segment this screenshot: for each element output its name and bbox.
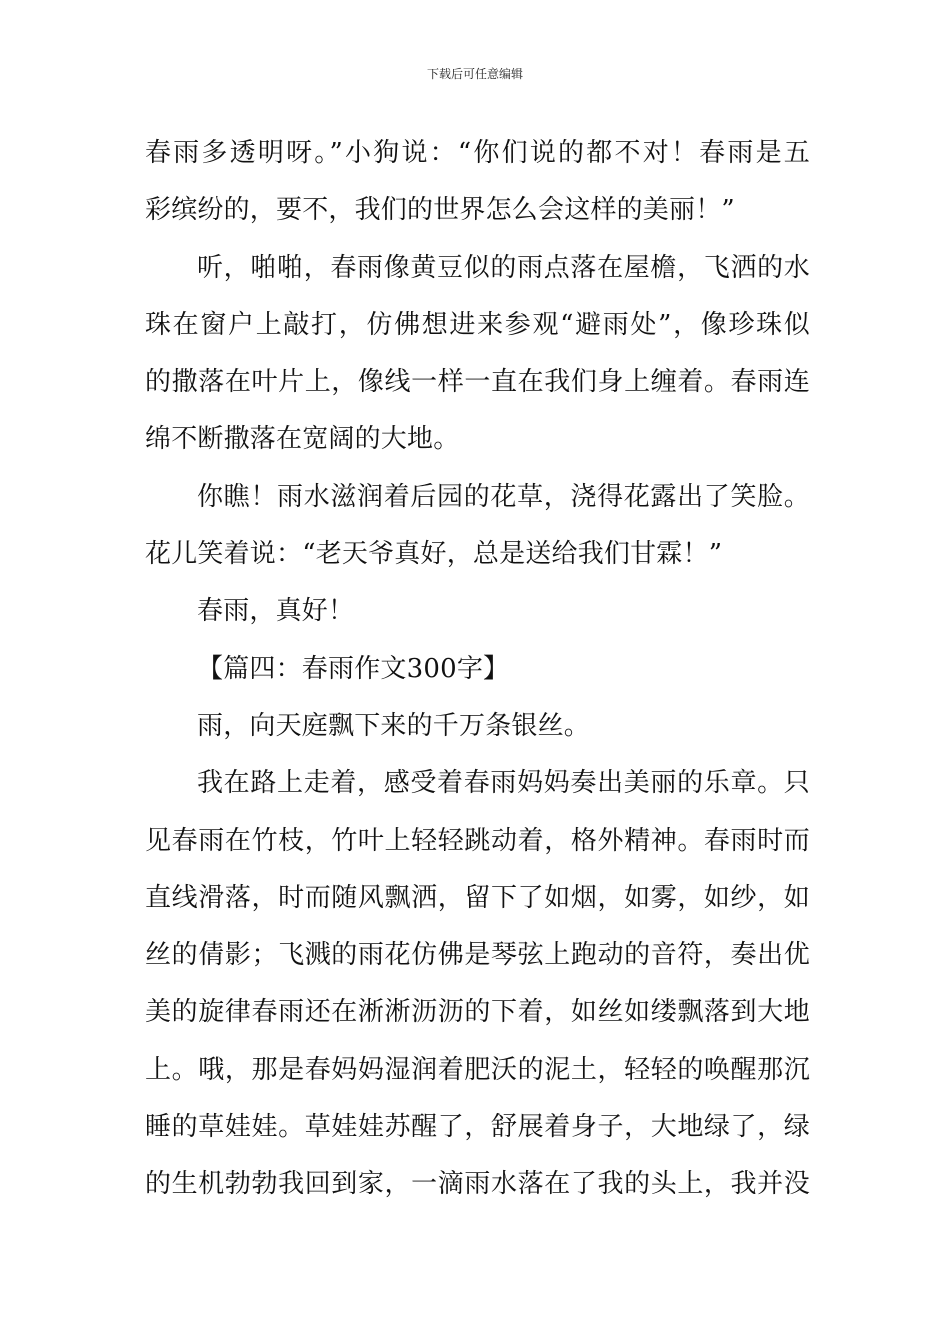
text-line: 雨，向天庭飘下来的千万条银丝。	[197, 710, 591, 741]
text-line: 花儿笑着说：“老天爷真好，总是送给我们甘霖！”	[145, 539, 723, 570]
text-line: 春雨，真好！	[197, 596, 355, 627]
page-header: 下载后可任意编辑	[426, 67, 523, 81]
text-line: 珠在窗户上敲打，仿佛想进来参观“避雨处”，像珍珠似	[145, 309, 810, 340]
text-line: 彩缤纷的，要不，我们的世界怎么会这样的美丽！”	[145, 195, 735, 226]
text-line: 听，啪啪，春雨像黄豆似的雨点落在屋檐，飞洒的水	[197, 252, 810, 283]
text-line: 你瞧！雨水滋润着后园的花草，浇得花露出了笑脸。	[197, 481, 810, 512]
text-line: 的撒落在叶片上，像线一样一直在我们身上缠着。春雨连	[145, 367, 810, 398]
text-line: 睡的草娃娃。草娃娃苏醒了，舒展着身子，大地绿了，绿	[145, 1112, 810, 1143]
text-line: 见春雨在竹枝，竹叶上轻轻跳动着，格外精神。春雨时而	[145, 825, 810, 856]
text-line: 的生机勃勃我回到家，一滴雨水落在了我的头上，我并没	[145, 1169, 810, 1200]
text-line: 春雨多透明呀。”小狗说：“你们说的都不对！春雨是五	[145, 138, 810, 168]
text-line: 我在路上走着，感受着春雨妈妈奏出美丽的乐章。只	[197, 768, 810, 799]
text-line: 美的旋律春雨还在淅淅沥沥的下着，如丝如缕飘落到大地	[145, 997, 810, 1028]
text-line: 绵不断撒落在宽阔的大地。	[145, 424, 460, 455]
text-line: 直线滑落，时而随风飘洒，留下了如烟，如雾，如纱，如	[145, 882, 810, 913]
section-heading: 【篇四：春雨作文300字】	[197, 653, 510, 684]
text-line: 丝的倩影；飞溅的雨花仿佛是琴弦上跑动的音符，奏出优	[145, 940, 810, 971]
text-line: 上。哦，那是春妈妈湿润着肥沃的泥土，轻轻的唤醒那沉	[145, 1054, 810, 1085]
document-body	[145, 125, 810, 1214]
